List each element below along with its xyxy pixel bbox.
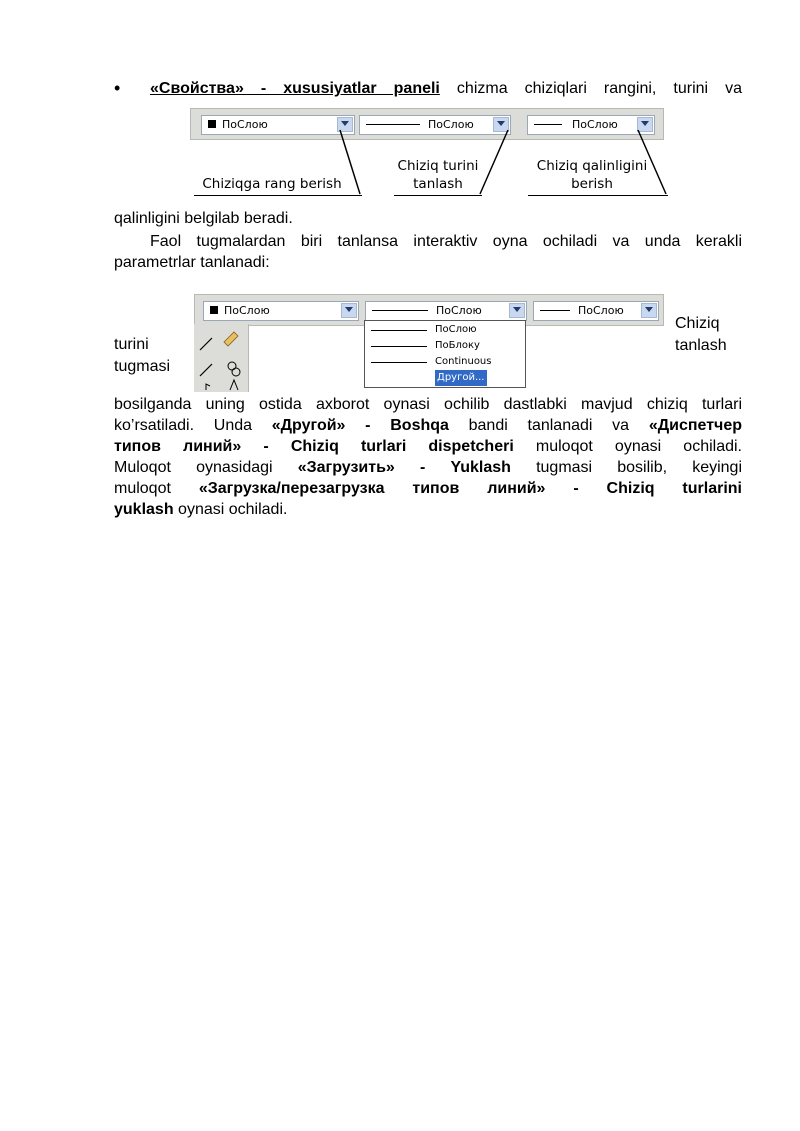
dropdown-item[interactable]: Continuous (365, 354, 525, 370)
lineweight-combo-value: ПоСлою (578, 304, 624, 317)
erase-tool-icon (224, 332, 238, 346)
caption-color: Chiziqga rang berish (202, 176, 342, 192)
draw-tools-panel (194, 324, 249, 392)
term-properties-panel: «Свойства» - xususiyatlar paneli (150, 80, 440, 97)
lineweight-combo[interactable] (533, 301, 659, 321)
dropdown-item[interactable]: ПоСлою (365, 322, 525, 338)
para3-line-5: muloqot «Загрузка/перезагрузка типов линий» - Chiziq turlarini (114, 480, 742, 497)
linetype-combo[interactable] (365, 301, 527, 321)
para3-line-6: yuklash oynasi ochiladi. (114, 501, 288, 518)
chevron-down-icon[interactable] (509, 303, 525, 318)
color-combo[interactable] (203, 301, 359, 321)
color-combo-value: ПоСлою (222, 118, 268, 131)
bullet-line-2: qalinligini belgilab beradi. (114, 210, 293, 227)
side-text-left-1: turini (114, 336, 149, 353)
caption-underline (194, 195, 362, 196)
bullet-marker: • (114, 78, 121, 98)
undo-tool-icon (206, 384, 210, 390)
line-tool-icon (200, 338, 212, 350)
copy-tool-icon (228, 362, 236, 370)
caption-linetype-1: Chiziq turini (397, 158, 479, 174)
bullet-line-1 (150, 78, 742, 99)
lineweight-combo-value: ПоСлою (572, 118, 618, 131)
caption-lineweight-2: berish (571, 176, 613, 192)
dropdown-item[interactable]: ПоБлоку (365, 338, 525, 354)
para3-line-1: bosilganda uning ostida axborot oynasi ochilib dastlabki mavjud chiziq turlari (114, 396, 742, 413)
chevron-down-icon[interactable] (641, 303, 657, 318)
line-tool-icon (200, 364, 212, 376)
side-text-right-2: tanlash (675, 337, 727, 354)
caption-underline (528, 195, 668, 196)
side-text-right-1: Chiziq (675, 315, 720, 332)
linetype-combo-value: ПоСлою (436, 304, 482, 317)
bullet-text: chizma chiziqlari rangini, turini va (439, 80, 743, 97)
linetype-dropdown-list (364, 320, 526, 388)
para3-line-4: Muloqot oynasidagi «Загрузить» - Yuklash tugmasi bosilib, keyingi (114, 459, 742, 476)
chevron-down-icon[interactable] (341, 303, 357, 318)
para2-line-1: Faol tugmalardan biri tanlansa interaktiv oyna ochiladi va unda kerakli (150, 233, 742, 250)
side-text-left-2: tugmasi (114, 358, 171, 375)
linetype-sample (372, 310, 428, 311)
color-combo-value: ПоСлою (224, 304, 270, 317)
caption-lineweight-1: Chiziq qalinligini (536, 158, 648, 174)
dropdown-item-selected[interactable]: Другой... (433, 370, 507, 386)
para3-line-3: типов линий» - Chiziq turlari dispetcheri muloqot oynasi ochiladi. (114, 438, 742, 455)
caption-underline (394, 195, 482, 196)
lineweight-sample (540, 310, 570, 311)
para2-line-2: parametrlar tanlanadi: (114, 254, 270, 271)
para3-line-2: ko’rsatiladi. Unda «Другой» - Boshqa bandi tanlanadi va «Диспетчер (114, 417, 742, 434)
color-swatch (210, 306, 218, 314)
caption-linetype-2: tanlash (413, 176, 463, 192)
mirror-tool-icon (230, 380, 238, 390)
linetype-combo-value: ПоСлою (428, 118, 474, 131)
draw-tool-icons (194, 324, 248, 392)
